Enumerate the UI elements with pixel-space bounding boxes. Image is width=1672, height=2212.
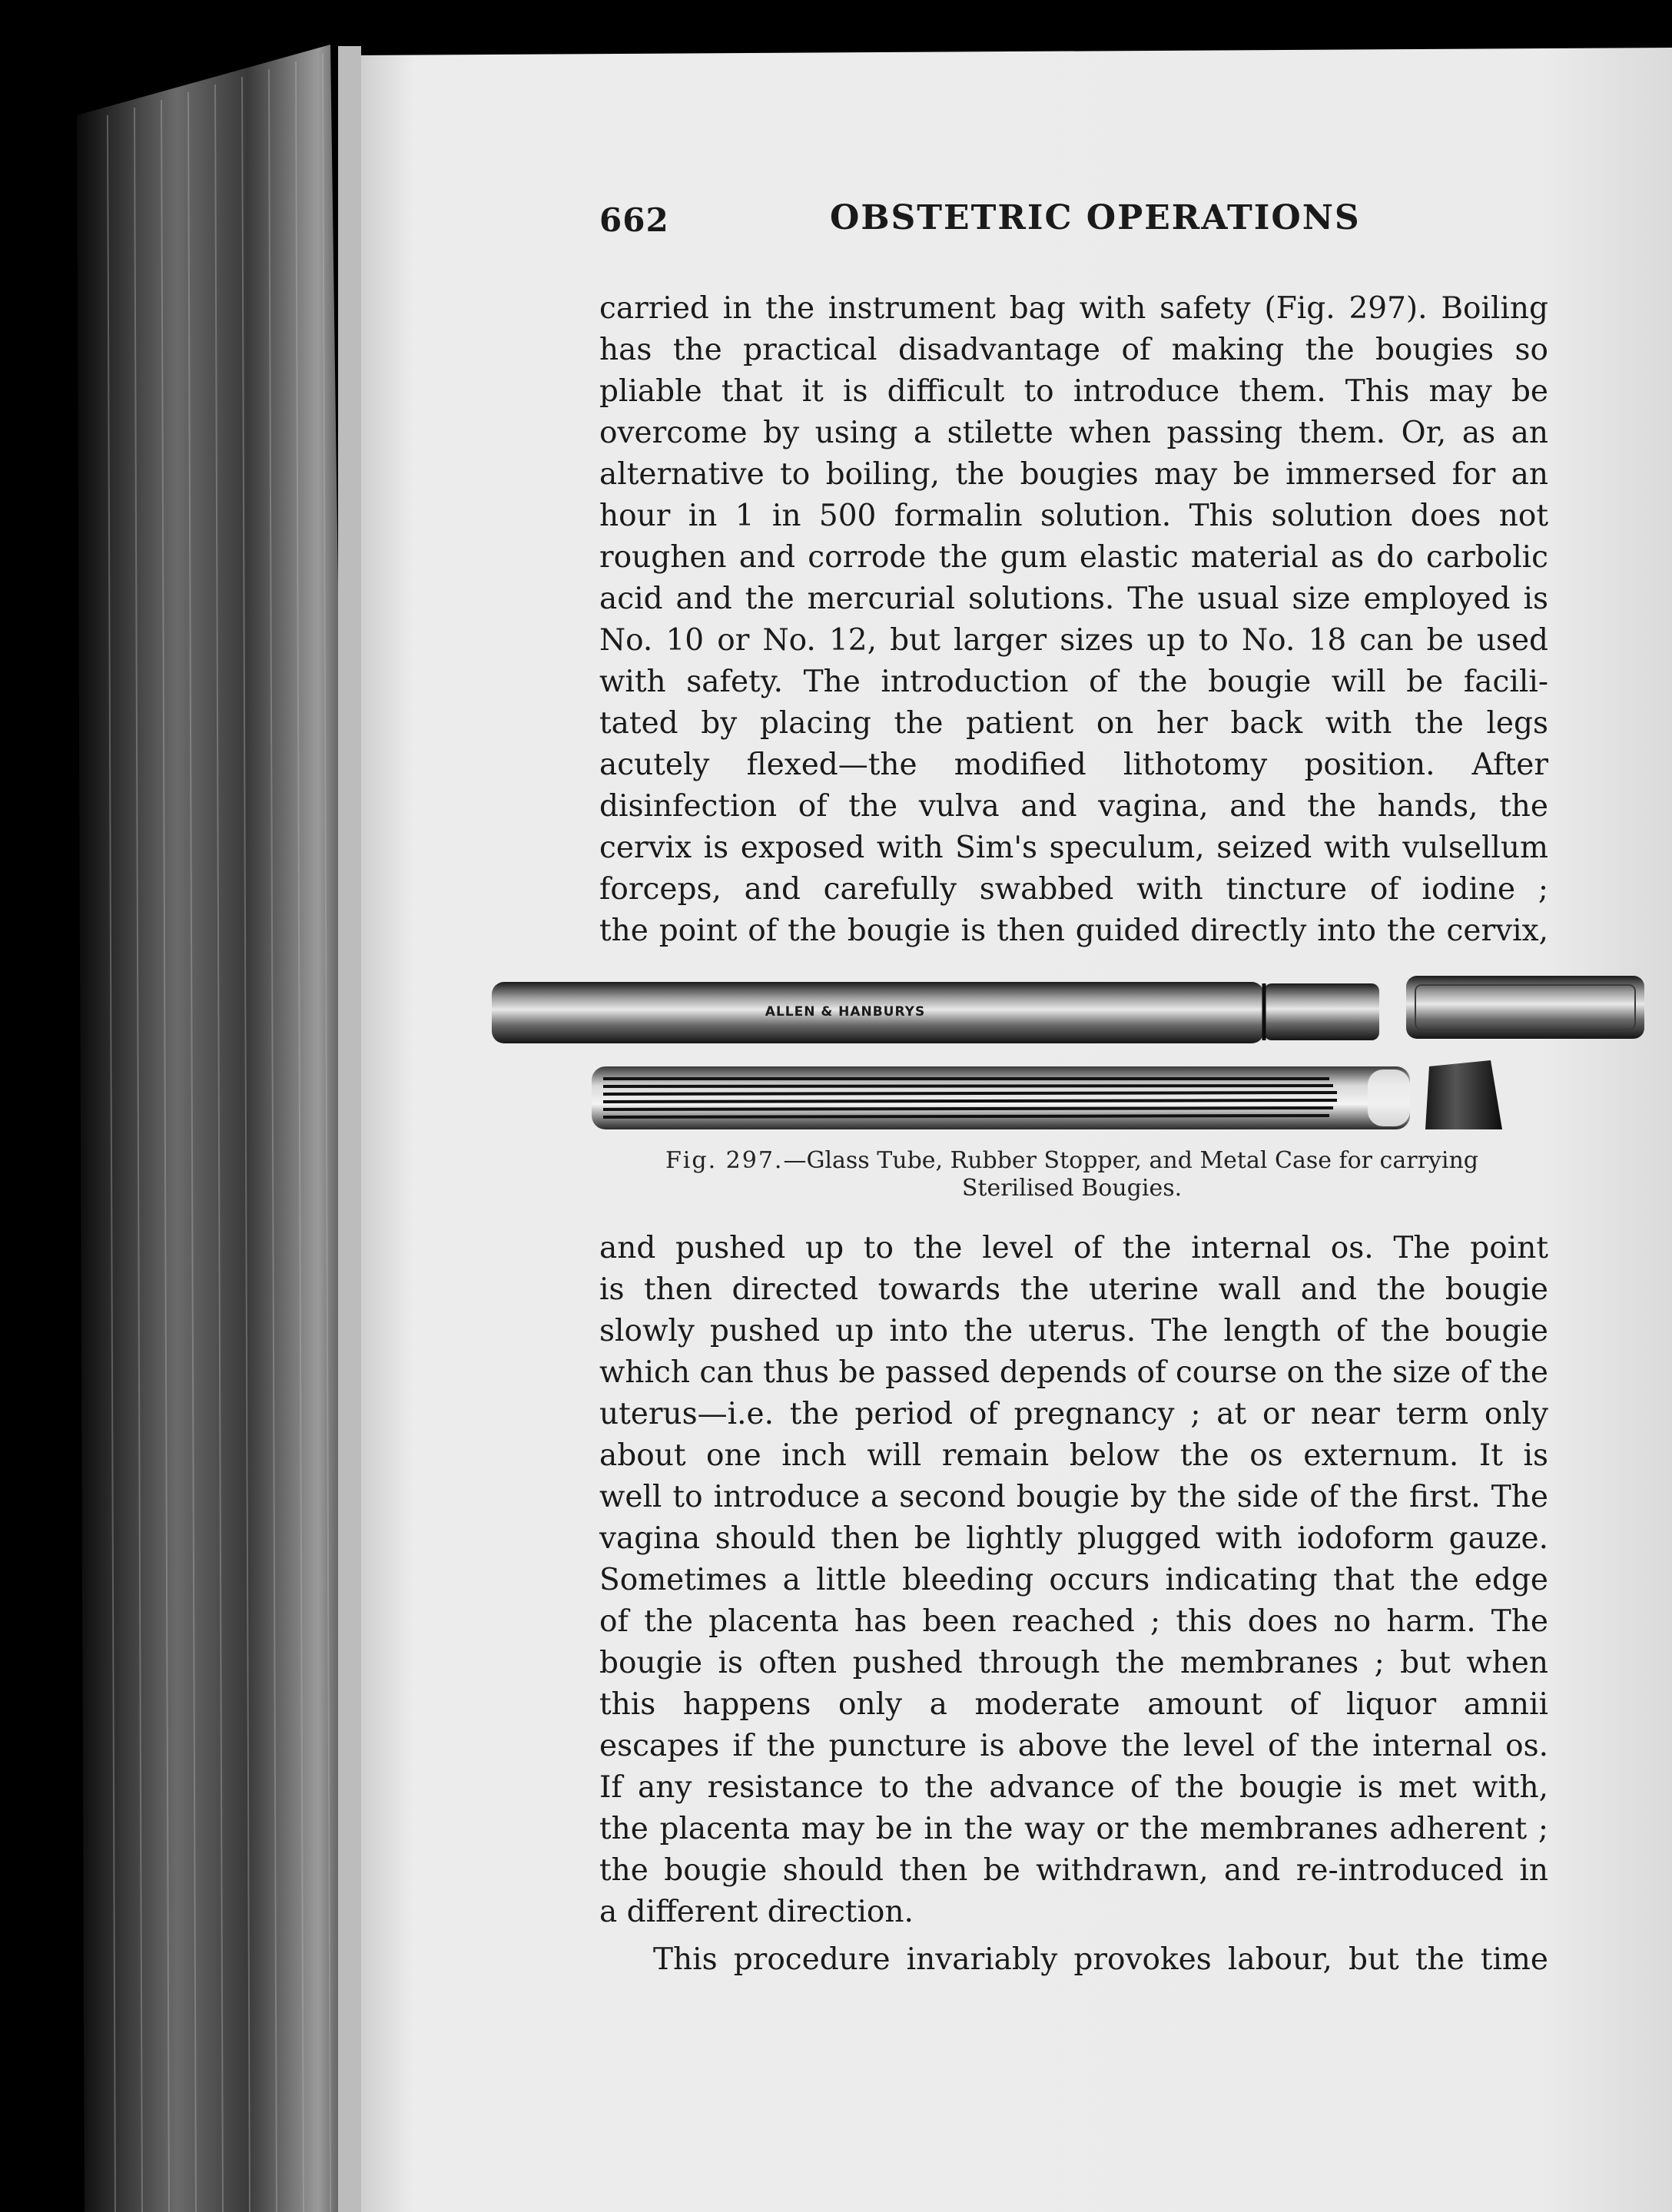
text-line: acid and the mercurial solutions. The usual size employed is [599,582,1548,616]
text-line: slowly pushed up into the uterus. The length of the bougie [599,1314,1548,1348]
text-line: No. 10 or No. 12, but larger sizes up to No. 18 can be used [599,623,1548,658]
book-edge [77,45,361,2212]
case-inscription: ALLEN & HANBURYS [765,1004,926,1020]
text-line: If any resistance to the advance of the bougie is met with, [599,1770,1548,1805]
text-line: forceps, and carefully swabbed with tincture of iodine ; [599,872,1548,907]
page-number: 662 [599,201,669,239]
text-line: which can thus be passed depends of course on the size of the [599,1355,1548,1390]
text-line: bougie is often pushed through the membranes ; but when [599,1646,1548,1680]
text-line: is then directed towards the uterine wall and the bougie [599,1272,1548,1307]
caption-line-2: Sterilised Bougies. [961,1175,1183,1202]
text-line: overcome by using a stilette when passing them. Or, as an [599,416,1548,450]
text-line: hour in 1 in 500 formalin solution. This solution does not [599,499,1548,533]
paragraph-bottom [599,1228,1548,1933]
text-line: escapes if the puncture is above the level of the internal os. [599,1729,1548,1763]
paragraph-top [599,288,1548,952]
caption-line-1: —Glass Tube, Rubber Stopper, and Metal Case for carrying [783,1147,1478,1174]
text-line: about one inch will remain below the os externum. It is [599,1438,1548,1473]
text-line: alternative to boiling, the bougies may be immersed for an [599,457,1548,492]
text-line: carried in the instrument bag with safety (Fig. 297). Boiling [599,291,1548,326]
text-line: the placenta may be in the way or the membranes adherent ; [599,1812,1548,1846]
text-line: This procedure invariably provokes labour, but the time [653,1942,1548,1977]
text-line: roughen and corrode the gum elastic material as do carbolic [599,540,1548,575]
glass-tube [592,1066,1410,1129]
rubber-stopper [1425,1060,1502,1129]
text-line: the point of the bougie is then guided directly into the cervix, [599,914,1548,948]
text-line: this happens only a moderate amount of liquor amnii [599,1687,1548,1722]
running-head: OBSTETRIC OPERATIONS [830,198,1361,237]
text-line: tated by placing the patient on her back with the legs [599,706,1548,741]
metal-case-cap [1406,976,1644,1039]
text-line: well to introduce a second bougie by the side of the first. The [599,1480,1548,1514]
text-line: and pushed up to the level of the internal os. The point [599,1231,1548,1265]
text-line: cervix is exposed with Sim's speculum, seized with vulsellum [599,831,1548,865]
metal-case [492,982,1379,1043]
text-line: vagina should then be lightly plugged with iodoform gauze. [599,1521,1548,1556]
text-line: of the placenta has been reached ; this does no harm. The [599,1604,1548,1639]
paragraph-final [599,1939,1548,1981]
figure-label: Fig. 297. [665,1147,784,1174]
text-line: uterus—i.e. the period of pregnancy ; at or near term only [599,1397,1548,1431]
text-line: the bougie should then be withdrawn, and re-introduced in [599,1853,1548,1888]
text-line: has the practical disadvantage of making the bougies so [599,333,1548,367]
text-line: with safety. The introduction of the bougie will be facili- [599,665,1548,699]
text-line: Sometimes a little bleeding occurs indicating that the edge [599,1563,1548,1597]
text-line: acutely flexed—the modified lithotomy position. After [599,748,1548,782]
text-line: pliable that it is difficult to introduce them. This may be [599,374,1548,409]
text-line: a different direction. [599,1895,914,1929]
text-line: disinfection of the vulva and vagina, and the hands, the [599,789,1548,824]
figure-caption [607,1147,1537,1202]
